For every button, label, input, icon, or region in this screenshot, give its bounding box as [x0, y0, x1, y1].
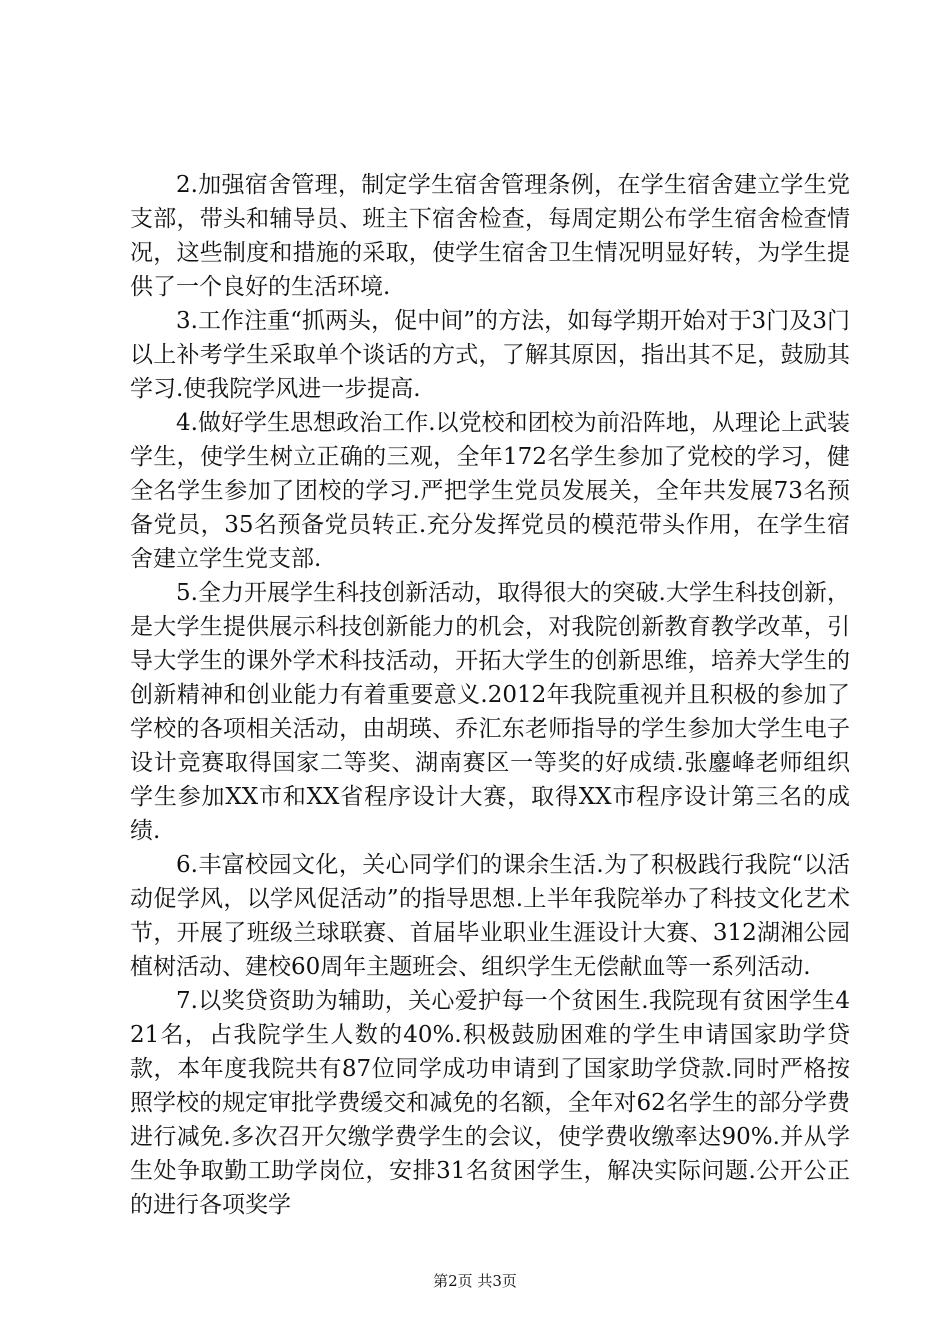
page-footer: 第2页 共3页	[433, 1272, 517, 1290]
paragraph-2-dormitory: 2.加强宿舍管理，制定学生宿舍管理条例，在学生宿舍建立学生党支部，带头和辅导员、班主下宿舍检查，每周定期公布学生宿舍检查情况，这些制度和措施的采取，使学生宿舍卫生情况明显好转，为学生提供了一个良好的生活环境.	[130, 172, 850, 300]
paragraph-7-financial-aid: 7.以奖贷资助为辅助，关心爱护每一个贫困生.我院现有贫困学生421名，占我院学生人数的40%.积极鼓励困难的学生申请国家助学贷款，本年度我院共有87位同学成功申请到了国家助学贷款.同时严格按照学校的规定审批学费缓交和减免的名额，全年对62名学生的部分学费进行减免.多次召开欠缴学费学生的会议，使学费收缴率达90%.并从学生处争取勤工助学岗位，安排31名贫困学生，解决实际问题.公开公正的进行各项奖学	[130, 988, 850, 1218]
paragraph-3-work-method: 3.工作注重“抓两头，促中间”的方法，如每学期开始对于3门及3门以上补考学生采取单个谈话的方式，了解其原因，指出其不足，鼓励其学习.使我院学风进一步提高.	[130, 308, 850, 402]
document-body	[130, 168, 850, 1222]
paragraph-6-campus-culture: 6.丰富校园文化，关心同学们的课余生活.为了积极践行我院“以活动促学风，以学风促活动”的指导思想.上半年我院举办了科技文化艺术节，开展了班级兰球联赛、首届毕业职业生涯设计大赛、312湖湘公园植树活动、建校60周年主题班会、组织学生无偿献血等一系列活动.	[130, 852, 850, 980]
paragraph-5-innovation: 5.全力开展学生科技创新活动，取得很大的突破.大学生科技创新，是大学生提供展示科技创新能力的机会，对我院创新教育教学改革，引导大学生的课外学术科技活动，开拓大学生的创新思维，培养大学生的创新精神和创业能力有着重要意义.2012年我院重视并且积极的参加了学校的各项相关活动，由胡瑛、乔汇东老师指导的学生参加大学生电子设计竞赛取得国家二等奖、湖南赛区一等奖的好成绩.张鏖峰老师组织学生参加XX市和XX省程序设计大赛，取得XX市程序设计第三名的成绩.	[130, 580, 850, 844]
paragraph-4-political-work: 4.做好学生思想政治工作.以党校和团校为前沿阵地，从理论上武装学生，使学生树立正确的三观，全年172名学生参加了党校的学习，健全名学生参加了团校的学习.严把学生党员发展关，全年共发展73名预备党员，35名预备党员转正.充分发挥党员的模范带头作用，在学生宿舍建立学生党支部.	[130, 410, 850, 572]
